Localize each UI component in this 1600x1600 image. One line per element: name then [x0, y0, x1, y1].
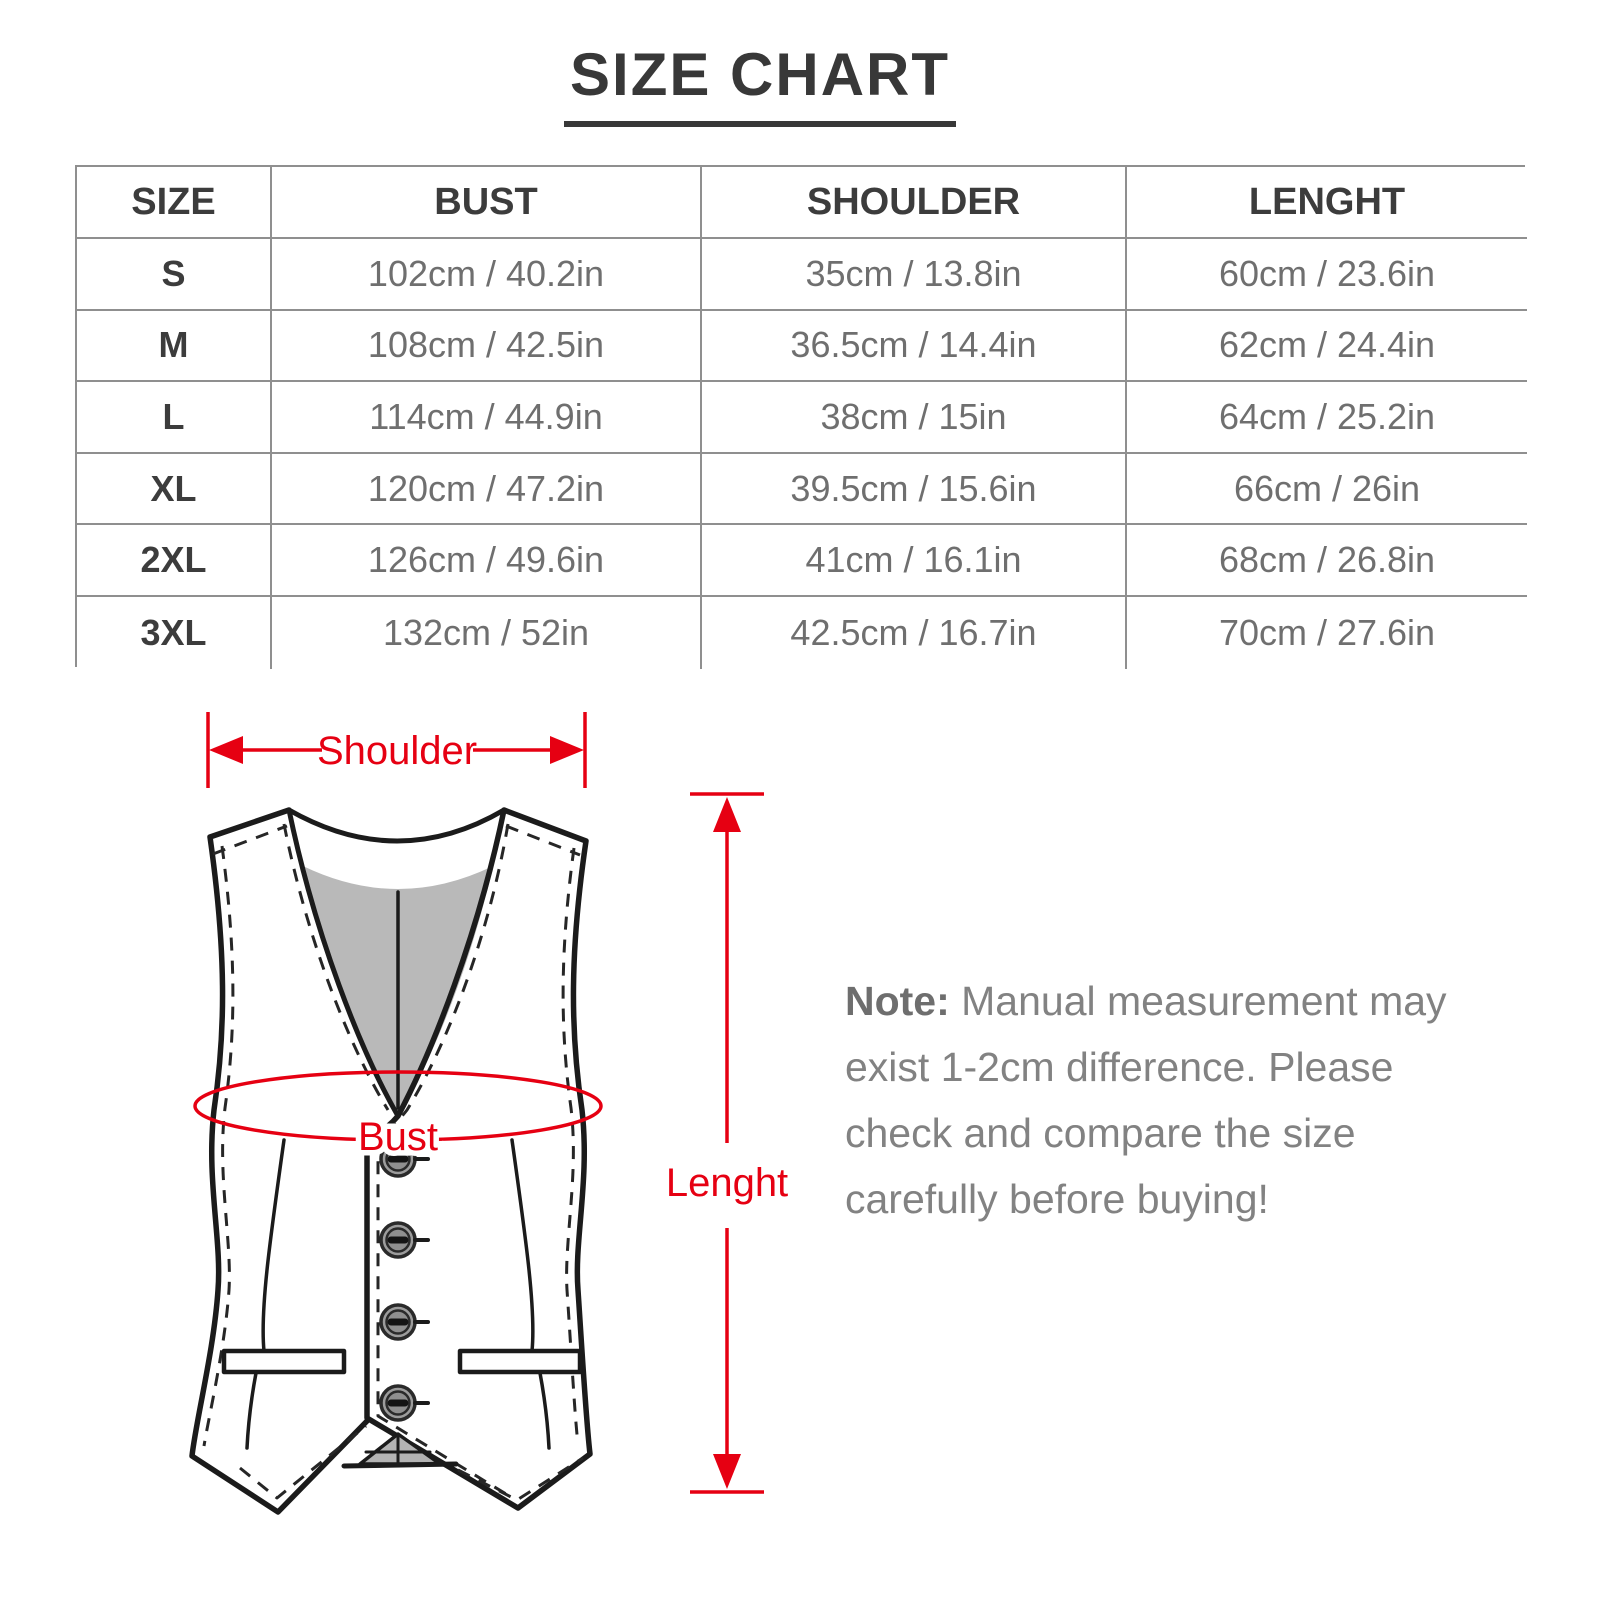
table-cell: 36.5cm / 14.4in: [702, 311, 1127, 383]
table-cell: 126cm / 49.6in: [272, 525, 702, 597]
note-label: Note:: [845, 978, 950, 1024]
arrow-down-icon: [713, 1454, 741, 1489]
table-cell: 120cm / 47.2in: [272, 454, 702, 526]
vest-drawing: [192, 810, 590, 1512]
length-arrow: [666, 794, 788, 1492]
table-cell: 102cm / 40.2in: [272, 239, 702, 311]
shoulder-arrow: [208, 712, 585, 788]
table-cell: 39.5cm / 15.6in: [702, 454, 1127, 526]
right-pocket: [460, 1351, 580, 1372]
button: [381, 1223, 428, 1257]
col-header-size: SIZE: [77, 167, 272, 239]
shoulder-label: Shoulder: [316, 729, 478, 773]
arrow-right-icon: [550, 736, 584, 764]
col-header-length: LENGHT: [1127, 167, 1527, 239]
size-label-cell: 3XL: [77, 597, 272, 669]
table-cell: 66cm / 26in: [1127, 454, 1527, 526]
table-cell: 35cm / 13.8in: [702, 239, 1127, 311]
left-pocket: [224, 1351, 344, 1372]
arrow-up-icon: [713, 797, 741, 832]
vest-collar: [289, 810, 504, 841]
size-label-cell: L: [77, 382, 272, 454]
bust-label: Bust: [357, 1115, 439, 1159]
table-cell: 70cm / 27.6in: [1127, 597, 1527, 669]
size-label-cell: 2XL: [77, 525, 272, 597]
arrow-left-icon: [209, 736, 243, 764]
col-header-bust: BUST: [272, 167, 702, 239]
size-label-cell: S: [77, 239, 272, 311]
table-cell: 64cm / 25.2in: [1127, 382, 1527, 454]
table-cell: 68cm / 26.8in: [1127, 525, 1527, 597]
table-cell: 60cm / 23.6in: [1127, 239, 1527, 311]
note: [845, 968, 1465, 1232]
table-cell: 114cm / 44.9in: [272, 382, 702, 454]
table-cell: 38cm / 15in: [702, 382, 1127, 454]
table-cell: 108cm / 42.5in: [272, 311, 702, 383]
col-header-shoulder: SHOULDER: [702, 167, 1127, 239]
table-cell: 41cm / 16.1in: [702, 525, 1127, 597]
table-cell: 42.5cm / 16.7in: [702, 597, 1127, 669]
table-cell: 132cm / 52in: [272, 597, 702, 669]
length-label: Lenght: [665, 1161, 789, 1205]
size-label-cell: M: [77, 311, 272, 383]
table-cell: 62cm / 24.4in: [1127, 311, 1527, 383]
size-label-cell: XL: [77, 454, 272, 526]
button: [381, 1386, 428, 1420]
note-text: Manual measurement may exist 1-2cm difference. Please check and compare the size carefully before buying!: [845, 978, 1447, 1222]
page-title: SIZE CHART: [564, 40, 956, 127]
button: [381, 1305, 428, 1339]
